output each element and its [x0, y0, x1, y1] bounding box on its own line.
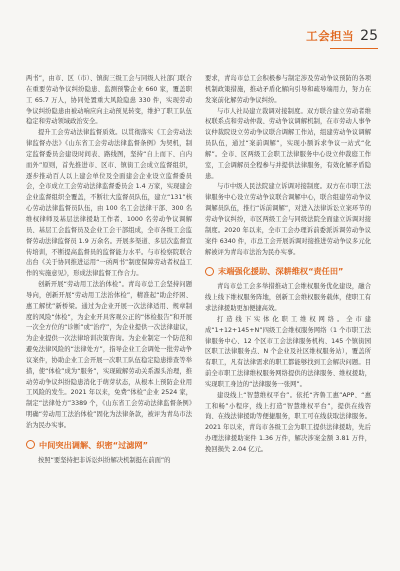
section-heading	[26, 439, 192, 451]
paragraph: 按照“要坚持把非诉讼纠纷解决机制挺在前面”的	[38, 456, 171, 464]
section-heading	[205, 265, 371, 277]
paragraph: 两书”，由市、区（市）、镇街三级工会与同级人社部门联合在重要劳动争议纠纷隐患、监测预警企业 660 家，覆盖职工 65.7 万人，协同处置重大风险隐患 330 件，实现劳动争议纠纷隐患由被动响应向主动预见转变，维护了职工队伍稳定和劳动领域政治安全。	[26, 75, 192, 126]
page-header	[306, 28, 378, 44]
section-name: 工会担当	[306, 29, 355, 43]
page-number: 25	[360, 28, 378, 44]
left-column	[26, 74, 192, 467]
paragraph: 与市人社局建立裁调对接制度。双方联合建立劳动者维权联系点和劳动仲裁、劳动争议调解机制，在市劳动人事争议仲裁院设立劳动争议联合调解工作站，组建劳动争议调解员队伍，通过“案前调解”，实现小额诉求争议一站式“化解”。全市、区两级工会职工法律服务中心设立仲裁庭工作室，工会调解员全程参与并提供法律服务，有效化解矛盾隐患。	[205, 107, 371, 180]
header-rule	[330, 48, 378, 49]
paragraph: 青岛市总工会多举措推动工会维权服务优化建设，融合线上线下维权服务阵地，创新工会维权服务载体，使职工有求法律援助更加便捷高效。	[205, 283, 371, 313]
paragraph: 与市中级人民法院建立诉调对接制度。双方在市职工法律服务中心设立劳动争议联合调解中心，联合组建劳动争议调解员队伍，推行“诉前调解”，对进入法律诉讼立案环节的劳动争议纠纷，市区两级工会与同级法院全面建立诉调对接制度。2020 年以来，全市工会办理诉前委派诉调劳动争议案件 6340 件，市总工会开展诉调对接推进劳动争议多元化解被评为青岛市法治为民办实事。	[205, 183, 371, 256]
right-column	[205, 74, 371, 456]
paragraph: 要求，青岛市总工会积极参与制定涉及劳动争议预防的各项机制政策措施，推动矛盾化解向引导和疏导端用力，努力在发案前化解劳动争议纠纷。	[205, 75, 371, 104]
circle-bullet-icon	[205, 267, 214, 276]
section-heading-text: 中间突出调解、织密“过滤网”	[39, 439, 149, 450]
circle-bullet-icon	[26, 440, 35, 449]
paragraph: 建设线上“智慧维权平台”。依托“齐鲁工惠”APP、“惠工和畅”小程序，线上打造“智慧维权平台”，提供在线咨询、在线法律援助等便捷服务，职工可在线获取法律服务。2021 年以来，青岛市各级工会为职工提供法律援助，先后办理法律援助案件 1.36 万件，解决涉案金额 3.81 万件，挽回损失 2.04 亿元。	[205, 391, 371, 453]
section-heading-text: 末端强化援助、深耕维权“责任田”	[218, 266, 344, 277]
paragraph: 创新开展“劳动用工法治体检”。青岛市总工会坚持问题导向，创新开展“劳动用工法治体检”，精准起“助企纾困、惠工解忧”新桥梁。通过为企业开展一次法律适用、规章制度的风险“体检”，为企业开具客观公正的“体检报告”和开展一次全方位的“诊断”或“治疗”，为企业提供一次法律建议，为企业提供一次法律培训决策咨询。为企业制定一个防范和避免法律风险的“法律处方”，指导企业工会调处一批劳动争议案件，协助企业工会开展一次职工队伍稳定隐患排查等举措，使“体检”成为“服务”，实现破解劳动关系源头治理，推动劳动争议纠纷隐患消化于萌芽状态，从根本上预防企业用工风险的发生。2021 年以来，免费“体检”企业 2524 家，制定“法律处方”3389 个，《山东省工会劳动法律监督条例》明确“劳动用工法治体检”固化为法律条款，被评为青岛市法治为民办实事。	[26, 281, 192, 429]
paragraph: 打造线下实体化职工维权网络。全市建成“1+12+145+N”四级工会维权服务网络（1 个市职工法律服务中心、12 个区市工会法律服务机构、145 个镇街园区职工法律服务点、N 个企业及社区维权服务站），覆盖所有职工，凡有法律需求的职工都能够找到工会解决问题。目前全市职工法律维权服务网络提供的法律服务、维权援助，实现职工身边的“法律服务一张网”。	[205, 315, 371, 388]
paragraph: 提升工会劳动法律监督质效。以贯彻落实《工会劳动法律监督办法》《山东省工会劳动法律监督条例》为契机，制定监督委员会建设时间表、路线图，坚持“自上而下、自内而外”原则，首先推进市、区市、镇街工会成立监督组织，逐步推动百人以上建会单位及全面建会企业设立监督委员会，全市成立工会劳动法律监督委员会 1.4 万家，实现建会企业监督组织全覆盖，不断壮大监督员队伍，建立“131”核心劳动法律监督员队伍，由 100 名工会法律干部、300 名维权律师及基层法律援助工作者、1000 名劳动争议调解员、基层工会监督员及企业工会干部组成，全市各级工会监督劳动法律监督员 1.9 万余名。开展多渠道、多层次监督宣传培训，不断提高监督员的监督能力水平。与市检察院联合出台《关于协同推进运用“一函两书”制度保障劳动者权益工作的实施意见》，形成法律监督工作合力。	[26, 129, 192, 278]
